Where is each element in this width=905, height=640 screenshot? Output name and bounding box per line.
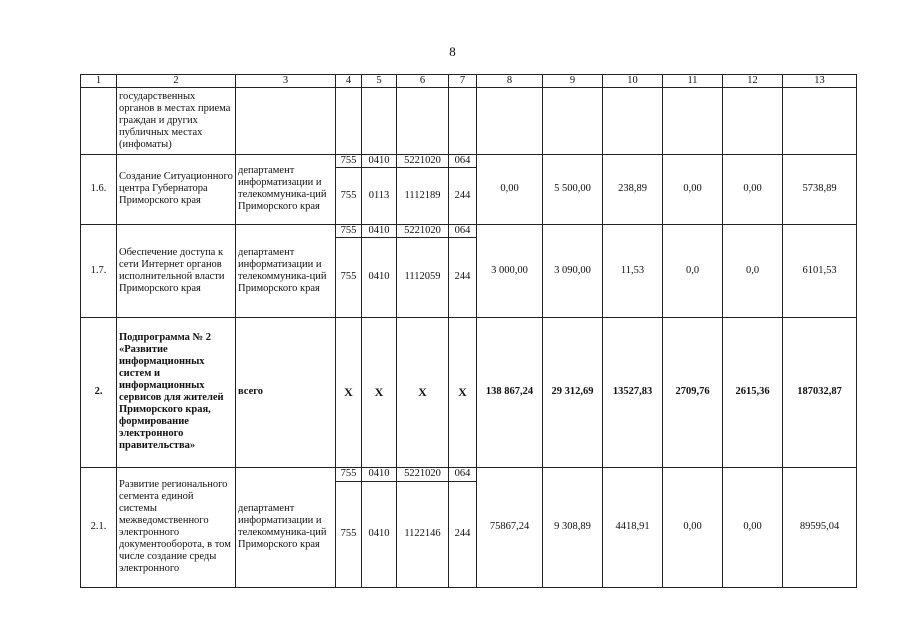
code-cell: 0410 [362,481,397,587]
value-cell: 3 090,00 [543,224,603,317]
code-cell: 244 [449,168,477,224]
value-cell: 238,89 [603,155,663,224]
value-cell: 89595,04 [783,467,857,588]
row-department: департамент информатизации и телекоммуника-ций Приморского края [236,467,336,588]
value-cell: 0,00 [477,155,543,224]
code-cell: 755 [336,224,362,237]
value-cell: 29 312,69 [543,317,603,467]
col-header: 5 [362,75,397,88]
value-cell: 2709,76 [663,317,723,467]
col-header: 9 [543,75,603,88]
header-row [81,75,857,88]
page-number: 8 [449,44,456,59]
table-row [81,224,857,237]
row-name: государственных органов в местах приема граждан и других публичных местах (инфоматы) [117,88,236,155]
value-cell: 5738,89 [783,155,857,224]
code-cell: 0410 [362,155,397,168]
value-cell: 3 000,00 [477,224,543,317]
code-cell: 0410 [362,467,397,481]
value-cell: 11,53 [603,224,663,317]
value-cell: 0,0 [723,224,783,317]
code-cell: X [449,317,477,467]
table-row [81,155,857,168]
value-cell: 75867,24 [477,467,543,588]
value-cell: 0,0 [663,224,723,317]
row-number: 2.1. [81,467,117,588]
row-department: департамент информатизации и телекоммуника-ций Приморского края [236,224,336,317]
code-cell: 1122146 [397,481,449,587]
code-cell: X [362,317,397,467]
col-header: 13 [783,75,857,88]
row-name: Подпрограмма № 2 «Развитие информационных систем и информационных сервисов для жителей Приморского края, формирование электронного правительства» [117,317,236,467]
code-cell: 0113 [362,168,397,224]
row-name: Развитие регионального сегмента единой системы межведомственного электронного документооборота, в том числе создание среды электронного [117,467,236,588]
col-header: 12 [723,75,783,88]
code-cell: X [397,317,449,467]
value-cell: 0,00 [663,467,723,588]
value-cell: 5 500,00 [543,155,603,224]
value-cell: 187032,87 [783,317,857,467]
col-header: 1 [81,75,117,88]
code-cell: 1112059 [397,237,449,317]
value-cell: 6101,53 [783,224,857,317]
code-cell: 244 [449,237,477,317]
value-cell: 138 867,24 [477,317,543,467]
col-header: 10 [603,75,663,88]
table-row [81,317,857,467]
col-header: 7 [449,75,477,88]
value-cell: 9 308,89 [543,467,603,588]
code-cell: 5221020 [397,467,449,481]
code-cell: 064 [449,467,477,481]
code-cell: 755 [336,168,362,224]
value-cell: 0,00 [663,155,723,224]
row-name: Создание Ситуационного центра Губернатора Приморского края [117,155,236,224]
code-cell: 755 [336,467,362,481]
row-number: 2. [81,317,117,467]
table-row [81,88,857,155]
code-cell: 064 [449,224,477,237]
value-cell: 13527,83 [603,317,663,467]
row-number: 1.7. [81,224,117,317]
value-cell: 0,00 [723,155,783,224]
code-cell: 0410 [362,237,397,317]
row-department: всего [236,317,336,467]
code-cell: X [336,317,362,467]
code-cell: 1112189 [397,168,449,224]
table-row [81,467,857,481]
code-cell: 755 [336,481,362,587]
code-cell: 755 [336,155,362,168]
code-cell: 755 [336,237,362,317]
value-cell: 2615,36 [723,317,783,467]
code-cell: 064 [449,155,477,168]
value-cell: 4418,91 [603,467,663,588]
code-cell: 5221020 [397,155,449,168]
code-cell: 244 [449,481,477,587]
row-department: департамент информатизации и телекоммуника-ций Приморского края [236,155,336,224]
value-cell: 0,00 [723,467,783,588]
budget-table [80,74,857,588]
code-cell: 5221020 [397,224,449,237]
col-header: 3 [236,75,336,88]
col-header: 2 [117,75,236,88]
row-number: 1.6. [81,155,117,224]
col-header: 6 [397,75,449,88]
col-header: 4 [336,75,362,88]
code-cell: 0410 [362,224,397,237]
col-header: 8 [477,75,543,88]
col-header: 11 [663,75,723,88]
row-name: Обеспечение доступа к сети Интернет органов исполнительной власти Приморского края [117,224,236,317]
